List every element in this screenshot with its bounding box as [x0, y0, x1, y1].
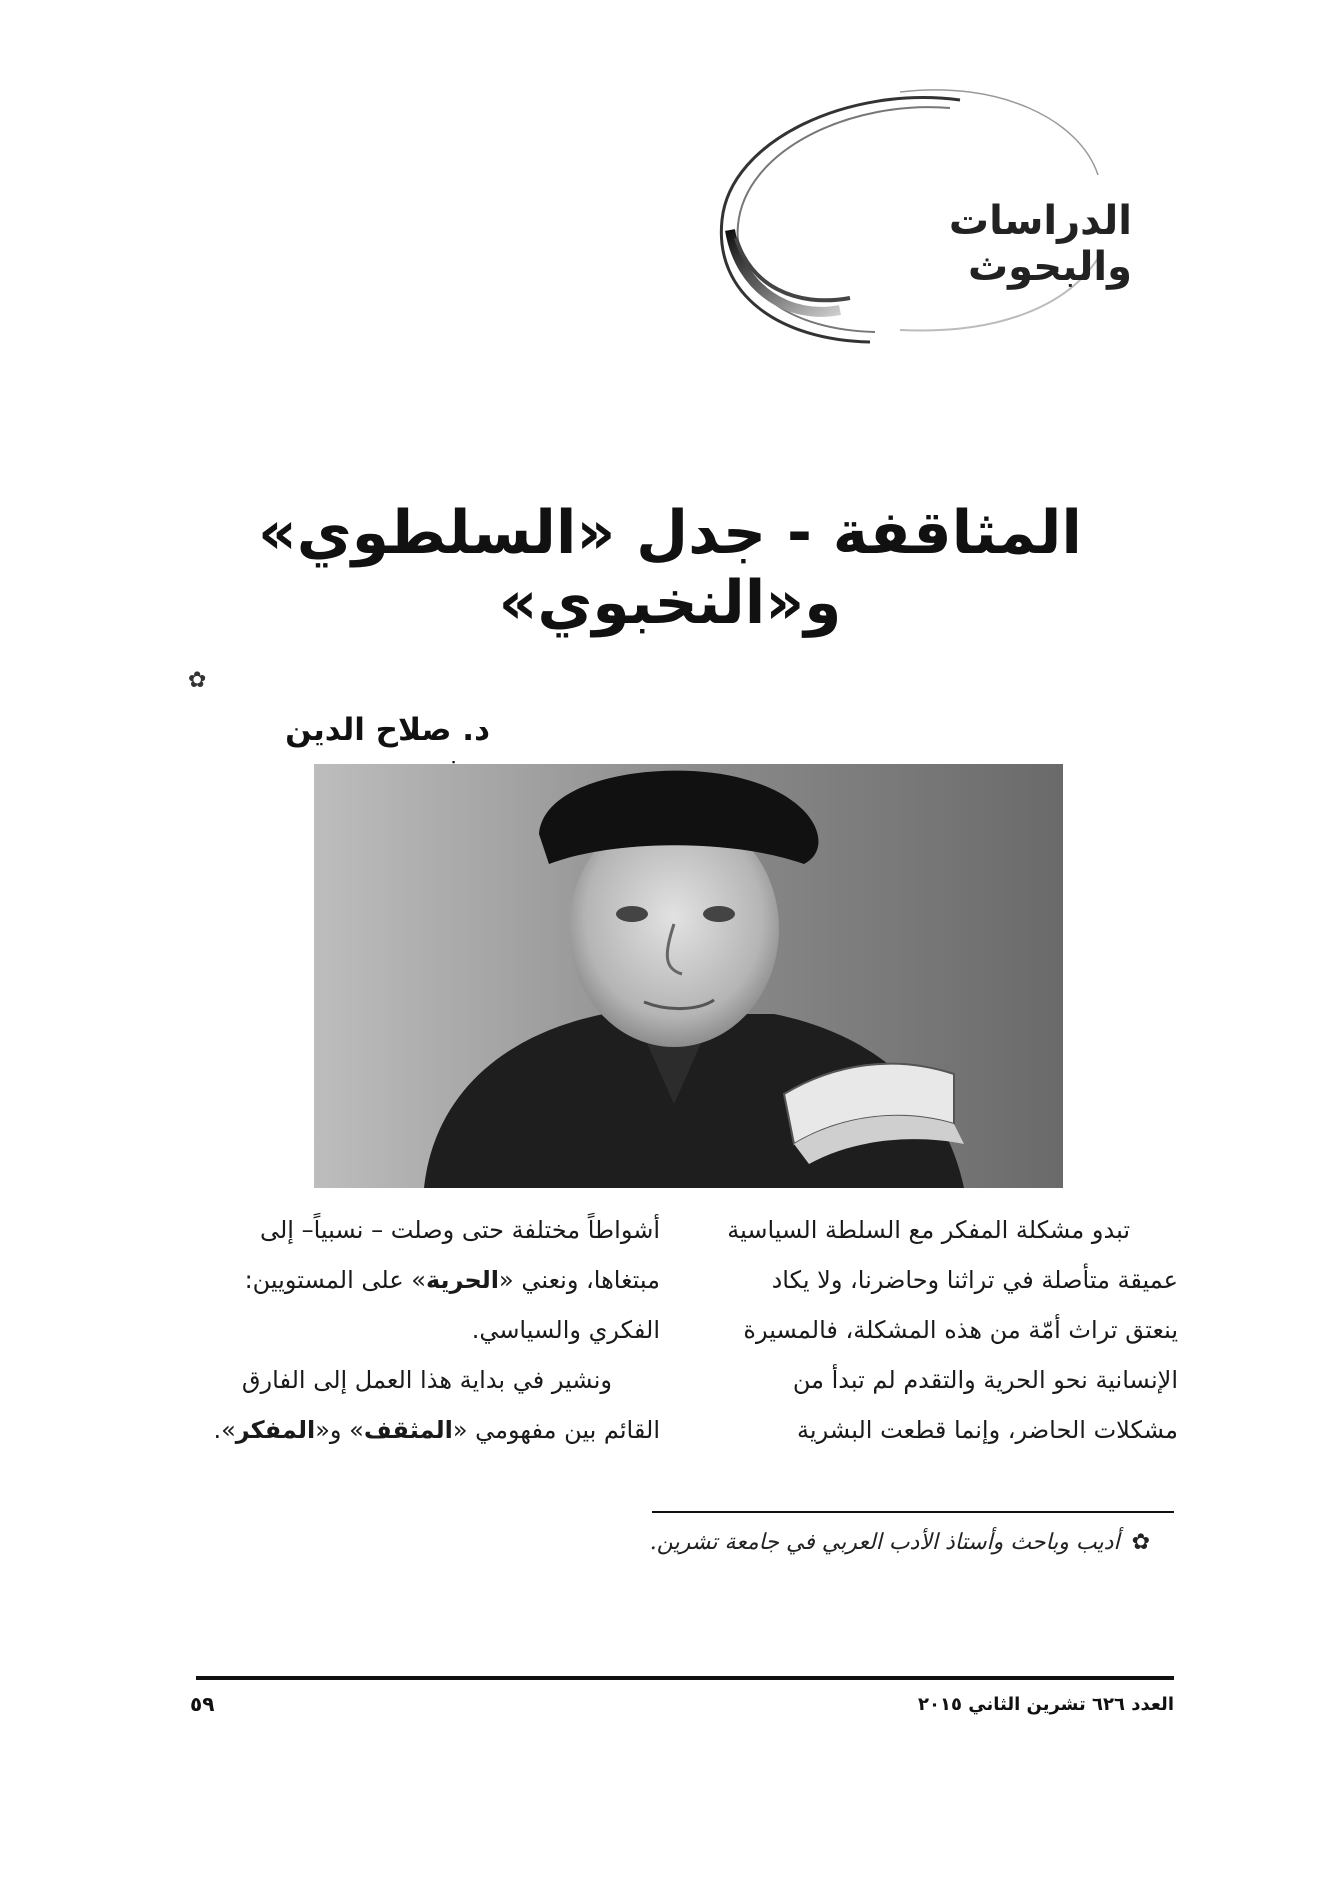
body-column-left: [190, 1205, 660, 1455]
article-title: المثاقفة - جدل «السلطوي» و«النخبوي»: [258, 498, 1082, 638]
body-line: ينعتق تراث أمّة من هذه المشكلة، فالمسيرة: [743, 1316, 1178, 1344]
footnote-text: أديب وباحث وأستاذ الأدب العربي في جامعة تشرين.: [649, 1530, 1120, 1555]
author-name: د. صلاح الدين: [285, 712, 490, 748]
body-column-right: [708, 1205, 1178, 1455]
body-line: مشكلات الحاضر، وإنما قطعت البشرية: [797, 1416, 1178, 1444]
emphasis-thinker: المفكر: [235, 1416, 316, 1444]
footnote: [590, 1530, 1150, 1555]
body-line: أشواطاً مختلفة حتى وصلت – نسبياً– إلى: [259, 1216, 660, 1244]
issue-info: العدد ٦٢٦ تشرين الثاني ٢٠١٥: [918, 1694, 1174, 1715]
footnote-mark-icon: ✿: [1131, 1530, 1150, 1555]
page-number: ٥٩: [190, 1692, 215, 1716]
body-line: الفكري والسياسي.: [471, 1316, 660, 1344]
section-label: الدراسات والبحوث: [948, 198, 1132, 290]
author-footnote-mark: ✿: [188, 668, 207, 693]
section-logo: [700, 80, 1140, 350]
footer-divider: [196, 1676, 1174, 1680]
body-line: عميقة متأصلة في تراثنا وحاضرنا، ولا يكاد: [771, 1266, 1178, 1294]
body-line: الإنسانية نحو الحرية والتقدم لم تبدأ من: [792, 1366, 1178, 1394]
emphasis-intellectual: المثقف: [363, 1416, 453, 1444]
body-line: تبدو مشكلة المفكر مع السلطة السياسية: [727, 1216, 1130, 1244]
footnote-divider: [652, 1511, 1174, 1513]
emphasis-freedom: الحرية: [425, 1266, 500, 1294]
portrait-image: [314, 764, 1063, 1188]
body-line: ونشير في بداية هذا العمل إلى الفارق: [241, 1366, 612, 1394]
body-line: القائم بين مفهومي «المثقف» و«المفكر».: [213, 1416, 660, 1444]
body-line: مبتغاها، ونعني «الحرية» على المستويين:: [244, 1266, 660, 1294]
